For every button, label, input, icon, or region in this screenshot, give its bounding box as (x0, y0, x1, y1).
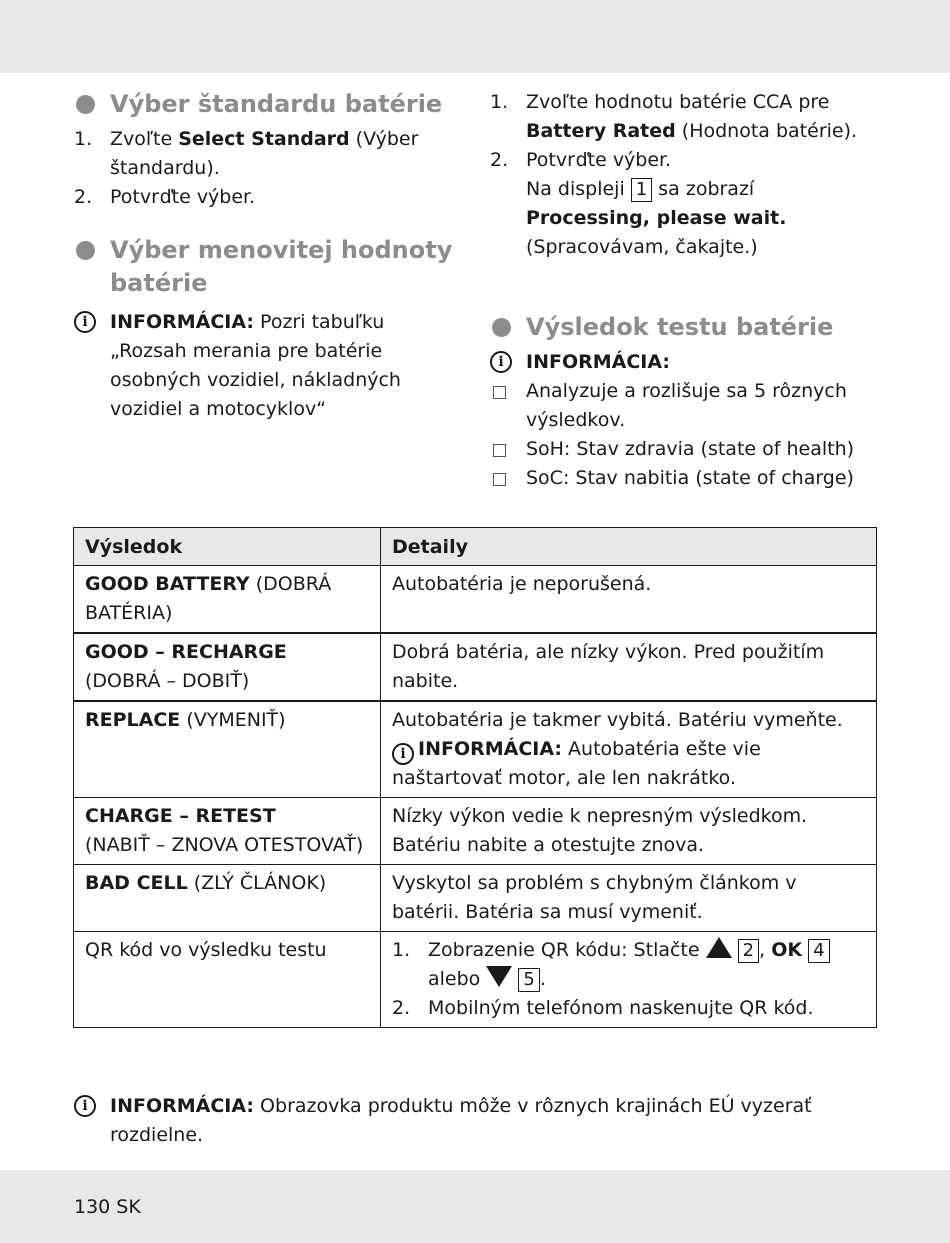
key-number-box: 5 (518, 968, 539, 992)
right-column (490, 88, 880, 493)
checkbox-icon (493, 473, 506, 486)
detail-cell (381, 932, 877, 1028)
table-row (74, 701, 877, 798)
section-heading-result (490, 311, 880, 344)
detail-cell: Nízky výkon vedie k nepresným výsledkom. Batériu nabite a otestujte znova. (381, 798, 877, 865)
rated-steps (490, 88, 880, 262)
result-cell: BAD CELL (ZLÝ ČLÁNOK) (74, 865, 381, 932)
table-row (74, 633, 877, 701)
bullet-dot-icon (492, 318, 511, 337)
left-column (74, 88, 464, 424)
results-table (73, 527, 877, 1028)
table-row (74, 865, 877, 932)
list-item: 2. Potvrďte výber. Na displeji 1 sa zobrazí Processing, please wait. (Spracovávam, čakajte.) (490, 149, 787, 258)
section-heading-standard (74, 88, 464, 121)
heading-text: Výber štandardu batérie (110, 90, 443, 118)
info-note: i INFORMÁCIA: (490, 348, 880, 377)
page-number: 130 SK (74, 1196, 141, 1218)
info-icon: i (490, 351, 512, 373)
detail-cell: Autobatéria je takmer vybitá. Batériu vymeňte. i INFORMÁCIA: Autobatéria ešte vie naštartovať motor, ale len nakrátko. (381, 701, 877, 798)
info-icon: i (74, 1095, 96, 1117)
info-icon: i (74, 311, 96, 333)
key-number-box: 4 (808, 939, 829, 963)
arrow-down-icon (486, 966, 512, 987)
table-row (74, 566, 877, 634)
list-item: SoH: Stav zdravia (state of health) (490, 435, 880, 464)
bottom-band (0, 1170, 950, 1243)
table-row (74, 798, 877, 865)
list-item: 2. Potvrďte výber. (74, 186, 256, 208)
top-band (0, 0, 950, 73)
info-icon: i (392, 743, 414, 765)
qr-steps (392, 936, 866, 1023)
list-item: 2. Mobilným telefónom naskenujte QR kód. (392, 997, 814, 1019)
result-bullets (490, 377, 880, 493)
checkbox-icon (493, 386, 506, 399)
bullet-dot-icon (76, 95, 95, 114)
checkbox-icon (493, 444, 506, 457)
list-item: 1. Zobrazenie QR kódu: Stlačte 2 , OK 4 alebo 5 . (392, 936, 866, 994)
info-note: i INFORMÁCIA: Pozri tabuľku „Rozsah merania pre batérie osobných vozidiel, nákladných vozidiel a motocyklov“ (74, 308, 464, 424)
heading-text: Výsledok testu batérie (526, 313, 834, 341)
list-item: 1. Zvoľte hodnotu batérie CCA pre Battery Rated (Hodnota batérie). (490, 91, 858, 142)
list-item: Analyzuje a rozlišuje sa 5 rôznych výsledkov. (490, 377, 880, 435)
column-header: Výsledok (74, 528, 381, 566)
list-item: SoC: Stav nabitia (state of charge) (490, 464, 880, 493)
result-cell: QR kód vo výsledku testu (74, 932, 381, 1028)
result-cell: CHARGE – RETEST (NABIŤ – ZNOVA OTESTOVAŤ) (74, 798, 381, 865)
heading-text: Výber menovitej hodnoty batérie (110, 236, 453, 297)
result-cell: GOOD BATTERY (DOBRÁ BATÉRIA) (74, 566, 381, 634)
table-header-row (74, 528, 877, 566)
arrow-up-icon (706, 937, 732, 958)
detail-cell: Autobatéria je neporušená. (381, 566, 877, 634)
detail-cell: Vyskytol sa problém s chybným článkom v batérii. Batéria sa musí vymeniť. (381, 865, 877, 932)
column-header: Detaily (381, 528, 877, 566)
table-row (74, 932, 877, 1028)
result-cell: REPLACE (VYMENIŤ) (74, 701, 381, 798)
key-number-box: 2 (738, 939, 759, 963)
list-item: 1. Zvoľte Select Standard (Výber štandardu). (74, 128, 419, 179)
display-number-box: 1 (631, 178, 652, 202)
detail-cell: Dobrá batéria, ale nízky výkon. Pred použitím nabite. (381, 633, 877, 701)
bullet-dot-icon (76, 241, 95, 260)
section-heading-rated (74, 234, 464, 300)
standard-steps (74, 125, 464, 212)
result-cell: GOOD – RECHARGE (DOBRÁ – DOBIŤ) (74, 633, 381, 701)
footer-info-note: i INFORMÁCIA: Obrazovka produktu môže v rôznych krajinách EÚ vyzerať rozdielne. (74, 1092, 834, 1150)
